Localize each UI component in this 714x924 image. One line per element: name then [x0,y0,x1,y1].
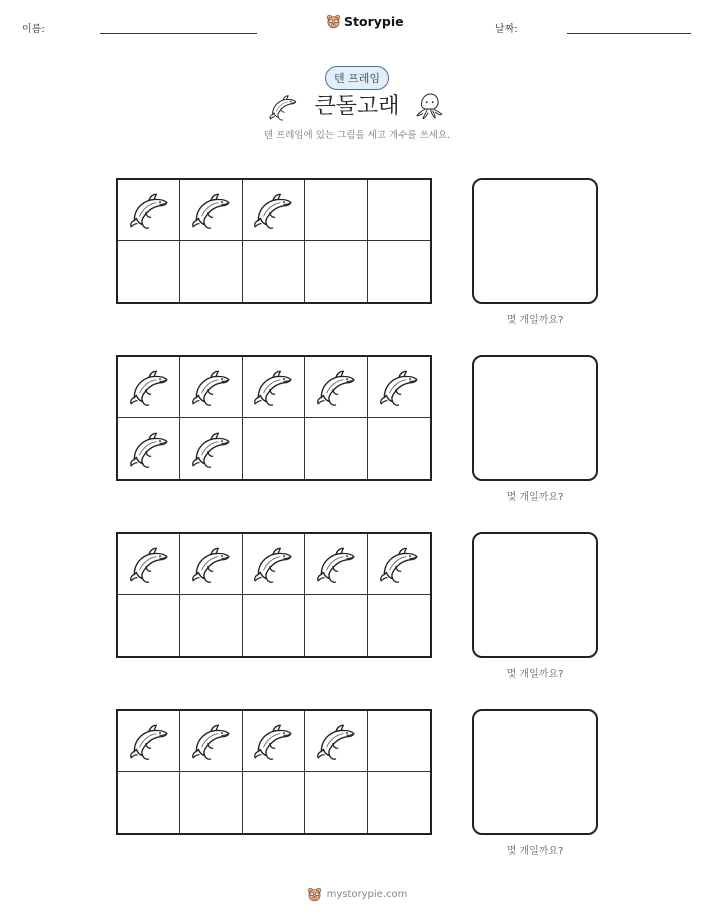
name-label: 이름: [22,24,45,35]
dolphin-icon [315,720,357,762]
frame-cell [180,595,242,656]
dolphin-icon [128,366,170,408]
frame-cell [368,241,430,302]
topic-badge: 텐 프레임 [325,66,389,90]
frame-cell [243,772,305,833]
frame-cell [305,357,367,418]
question-1: 몇 개일까요? [506,315,564,326]
frame-cell [243,534,305,595]
frame-cell [368,534,430,595]
answer-box-1[interactable] [472,178,598,304]
date-label: 날짜: [495,24,518,35]
frame-cell [368,711,430,772]
question-4: 몇 개일까요? [506,846,564,857]
dolphin-icon [315,543,357,585]
frame-cell [305,772,367,833]
frame-cell [118,357,180,418]
question-3: 몇 개일까요? [506,669,564,680]
name-line [100,33,257,34]
dolphin-icon [128,543,170,585]
frame-cell [305,180,367,241]
bear-icon [326,14,341,29]
dolphin-icon [190,189,232,231]
frame-cell [243,595,305,656]
frame-cell [180,241,242,302]
answer-box-4[interactable] [472,709,598,835]
footer-website: mystorypie.com [326,889,408,900]
frame-cell [118,711,180,772]
footer [0,887,714,902]
frame-cell [180,357,242,418]
frame-cell [243,241,305,302]
dolphin-icon [190,720,232,762]
frame-cell [118,418,180,479]
frame-cell [243,180,305,241]
ten-frame-3 [116,532,432,658]
frame-cell [368,180,430,241]
frame-cell [243,418,305,479]
frame-cell [180,534,242,595]
frame-cell [368,357,430,418]
frame-cell [368,418,430,479]
frame-cell [305,534,367,595]
dolphin-icon [128,189,170,231]
dolphin-icon [378,543,420,585]
frame-cell [118,180,180,241]
ten-frame-2 [116,355,432,481]
dolphin-icon [128,720,170,762]
brand-logo [326,14,404,29]
dolphin-icon [128,428,170,470]
answer-box-2[interactable] [472,355,598,481]
dolphin-icon [252,543,294,585]
ten-frame-4 [116,709,432,835]
frame-cell [305,711,367,772]
answer-box-3[interactable] [472,532,598,658]
octopus-icon [414,91,444,121]
frame-cell [305,595,367,656]
dolphin-icon [190,428,232,470]
dolphin-icon [378,366,420,408]
frame-cell [118,772,180,833]
frame-cell [305,418,367,479]
frame-cell [243,711,305,772]
frame-cell [180,772,242,833]
instruction-text: 텐 프레임에 있는 그림을 세고 개수를 쓰세요. [263,130,451,141]
date-line [567,33,691,34]
bear-icon [307,887,322,902]
dolphin-icon [190,366,232,408]
frame-cell [180,180,242,241]
frame-cell [118,241,180,302]
ten-frame-1 [116,178,432,304]
frame-cell [368,772,430,833]
brand-name: Storypie [344,14,404,29]
question-2: 몇 개일까요? [506,492,564,503]
dolphin-icon [315,366,357,408]
dolphin-icon [252,189,294,231]
dolphin-icon [252,720,294,762]
frame-cell [118,534,180,595]
frame-cell [305,241,367,302]
dolphin-icon [252,366,294,408]
frame-cell [243,357,305,418]
frame-cell [180,711,242,772]
frame-cell [180,418,242,479]
frame-cell [368,595,430,656]
page-title: 큰돌고래 [314,94,400,119]
dolphin-icon [190,543,232,585]
frame-cell [118,595,180,656]
